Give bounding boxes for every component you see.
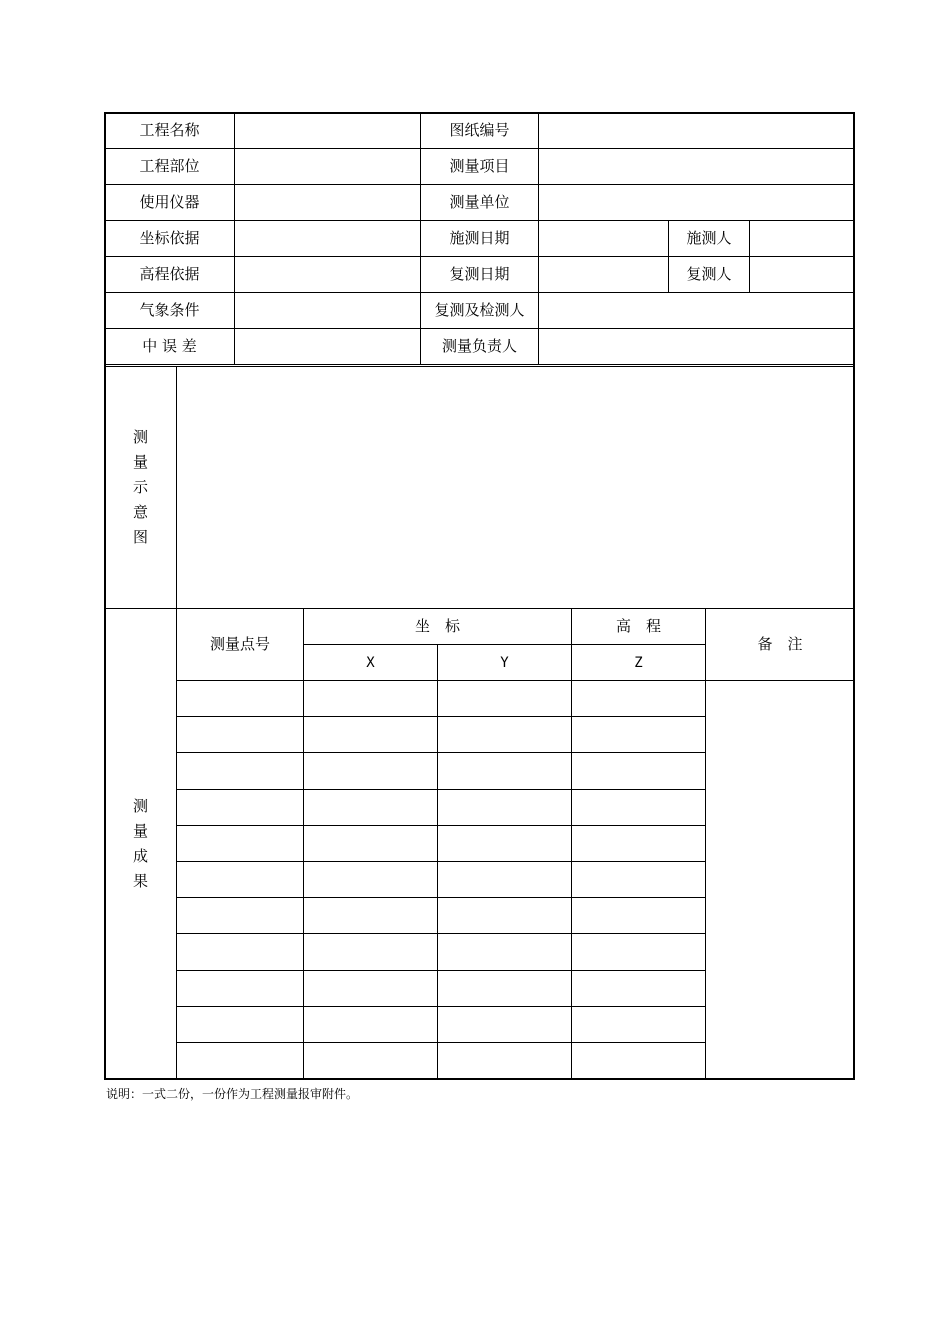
- result-x-cell[interactable]: [303, 752, 438, 790]
- result-x-cell[interactable]: [303, 716, 438, 753]
- info-value-right[interactable]: [538, 112, 855, 149]
- diagram-label-char: 图: [132, 528, 148, 546]
- info-value-right[interactable]: [538, 220, 669, 257]
- info-label-left: 气象条件: [104, 292, 235, 329]
- info-label-right: 测量负责人: [420, 328, 539, 365]
- result-y-cell[interactable]: [437, 1006, 572, 1043]
- result-y-cell[interactable]: [437, 825, 572, 862]
- result-y-cell[interactable]: [437, 680, 572, 717]
- results-section-label: [104, 608, 177, 1079]
- info-label-right: 复测日期: [420, 256, 539, 293]
- info-label-extra: 施测人: [668, 220, 750, 257]
- result-x-cell[interactable]: [303, 897, 438, 934]
- result-y-cell[interactable]: [437, 789, 572, 826]
- info-value-left[interactable]: [234, 148, 421, 185]
- result-remarks-cell[interactable]: [705, 680, 855, 1079]
- result-z-cell[interactable]: [571, 1042, 706, 1079]
- info-label-left: 坐标依据: [104, 220, 235, 257]
- form-note: 说明：一式二份，一份作为工程测量报审附件。: [106, 1087, 359, 1101]
- result-point-no-cell[interactable]: [176, 789, 304, 826]
- info-label-left: 中 误 差: [104, 328, 235, 365]
- header-point-no: 测量点号: [176, 608, 304, 681]
- result-point-no-cell[interactable]: [176, 861, 304, 898]
- info-value-right[interactable]: [538, 292, 855, 329]
- info-label-left: 工程名称: [104, 112, 235, 149]
- results-label-char: 测: [132, 796, 148, 815]
- result-point-no-cell[interactable]: [176, 1042, 304, 1079]
- result-x-cell[interactable]: [303, 789, 438, 826]
- result-x-cell[interactable]: [303, 825, 438, 862]
- result-z-cell[interactable]: [571, 716, 706, 753]
- result-y-cell[interactable]: [437, 752, 572, 790]
- result-y-cell[interactable]: [437, 861, 572, 898]
- result-point-no-cell[interactable]: [176, 1006, 304, 1043]
- result-z-cell[interactable]: [571, 680, 706, 717]
- header-coordinate: 坐 标: [303, 608, 572, 645]
- info-value-right[interactable]: [538, 328, 855, 365]
- result-point-no-cell[interactable]: [176, 752, 304, 790]
- info-value-left[interactable]: [234, 256, 421, 293]
- diagram-section-label: [104, 366, 177, 609]
- result-x-cell[interactable]: [303, 933, 438, 971]
- result-y-cell[interactable]: [437, 1042, 572, 1079]
- info-label-right: 图纸编号: [420, 112, 539, 149]
- result-z-cell[interactable]: [571, 861, 706, 898]
- result-z-cell[interactable]: [571, 752, 706, 790]
- result-z-cell[interactable]: [571, 1006, 706, 1043]
- survey-record-form: [104, 112, 855, 1080]
- result-x-cell[interactable]: [303, 970, 438, 1007]
- result-z-cell[interactable]: [571, 897, 706, 934]
- header-z: Z: [571, 644, 706, 681]
- info-value-extra[interactable]: [749, 220, 855, 257]
- info-value-left[interactable]: [234, 220, 421, 257]
- info-value-right[interactable]: [538, 148, 855, 185]
- result-z-cell[interactable]: [571, 970, 706, 1007]
- result-z-cell[interactable]: [571, 789, 706, 826]
- info-label-right: 施测日期: [420, 220, 539, 257]
- result-y-cell[interactable]: [437, 933, 572, 971]
- result-point-no-cell[interactable]: [176, 716, 304, 753]
- header-y: Y: [437, 644, 572, 681]
- info-label-left: 工程部位: [104, 148, 235, 185]
- info-label-left: 高程依据: [104, 256, 235, 293]
- result-x-cell[interactable]: [303, 680, 438, 717]
- result-point-no-cell[interactable]: [176, 933, 304, 971]
- info-value-left[interactable]: [234, 328, 421, 365]
- result-y-cell[interactable]: [437, 716, 572, 753]
- result-y-cell[interactable]: [437, 970, 572, 1007]
- header-elevation: 高 程: [571, 608, 706, 645]
- info-label-right: 测量项目: [420, 148, 539, 185]
- result-point-no-cell[interactable]: [176, 825, 304, 862]
- result-x-cell[interactable]: [303, 1042, 438, 1079]
- result-x-cell[interactable]: [303, 861, 438, 898]
- info-value-left[interactable]: [234, 112, 421, 149]
- result-point-no-cell[interactable]: [176, 970, 304, 1007]
- diagram-area[interactable]: [176, 366, 855, 609]
- info-label-right: 测量单位: [420, 184, 539, 221]
- header-x: X: [303, 644, 438, 681]
- result-x-cell[interactable]: [303, 1006, 438, 1043]
- result-point-no-cell[interactable]: [176, 680, 304, 717]
- info-value-right[interactable]: [538, 184, 855, 221]
- result-y-cell[interactable]: [437, 897, 572, 934]
- result-z-cell[interactable]: [571, 825, 706, 862]
- header-remarks: 备 注: [705, 608, 855, 681]
- info-value-extra[interactable]: [749, 256, 855, 293]
- diagram-label-char: 测: [132, 428, 148, 446]
- diagram-label-char: 量: [132, 453, 148, 471]
- info-value-left[interactable]: [234, 292, 421, 329]
- diagram-label-char: 意: [132, 503, 148, 521]
- result-point-no-cell[interactable]: [176, 897, 304, 934]
- info-label-right: 复测及检测人: [420, 292, 539, 329]
- info-value-left[interactable]: [234, 184, 421, 221]
- info-value-right[interactable]: [538, 256, 669, 293]
- results-label-char: 量: [132, 821, 148, 840]
- results-label-char: 果: [132, 871, 148, 890]
- result-z-cell[interactable]: [571, 933, 706, 971]
- info-label-extra: 复测人: [668, 256, 750, 293]
- results-label-char: 成: [132, 846, 148, 865]
- info-label-left: 使用仪器: [104, 184, 235, 221]
- diagram-label-char: 示: [132, 478, 148, 496]
